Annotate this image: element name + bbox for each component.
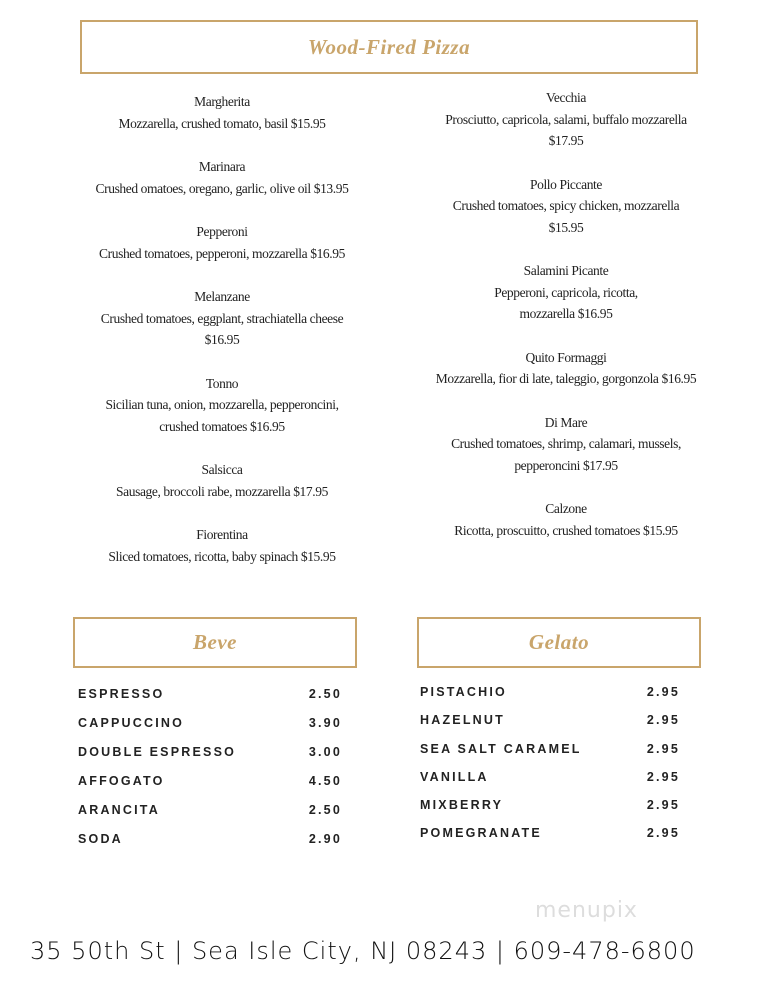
gelato-header [417, 617, 701, 668]
item-description: $15.95 [548, 219, 584, 235]
item-name: Vecchia [546, 90, 586, 105]
item-price: 3.90 [308, 716, 342, 730]
item-name: Salsicca [201, 462, 243, 477]
item-description: Pepperoni, capricola, ricotta, [494, 284, 638, 300]
list-row [420, 826, 680, 854]
item-name: POMEGRANATE [420, 826, 542, 841]
list-row [420, 713, 680, 741]
menu-item [62, 524, 382, 567]
list-row [78, 745, 342, 774]
item-description: mozzarella $16.95 [519, 306, 613, 321]
item-name: Margherita [194, 94, 250, 109]
item-name: Melanzane [194, 289, 250, 304]
item-description: Crushed tomatoes, spicy chicken, mozzarella [452, 198, 680, 213]
item-price: 2.90 [308, 832, 342, 846]
menu-item [406, 174, 726, 239]
item-name: VANILLA [420, 769, 489, 784]
item-name: ARANCITA [78, 803, 160, 817]
item-name: AFFOGATO [78, 774, 165, 788]
menu-item [62, 221, 382, 264]
item-name: Quito Formaggi [525, 349, 607, 365]
menu-item [406, 412, 726, 477]
item-name: MIXBERRY [420, 798, 504, 813]
list-row [78, 803, 342, 832]
item-price: 2.50 [308, 803, 342, 817]
menu-item [62, 373, 382, 438]
item-description: Sicilian tuna, onion, mozzarella, pepperoncini, [105, 397, 339, 412]
item-price: 2.50 [308, 687, 342, 701]
item-price: 3.00 [308, 745, 342, 759]
item-description: Crushed tomatoes, shrimp, calamari, mussels, [451, 436, 681, 451]
item-description: Mozzarella, crushed tomato, basil $15.95 [118, 115, 326, 131]
item-name: Tonno [205, 375, 239, 391]
list-row [420, 742, 680, 770]
item-price: 2.95 [646, 741, 680, 756]
menu-item [62, 156, 382, 199]
item-description: crushed tomatoes $16.95 [159, 418, 285, 434]
beve-list [78, 687, 342, 861]
item-description: Ricotta, proscuitto, crushed tomatoes $15.95 [454, 522, 678, 538]
menu-item [406, 347, 726, 390]
pizza-header [80, 20, 698, 74]
menu-item [406, 260, 726, 325]
item-description: Crushed omatoes, oregano, garlic, olive oil $13.95 [95, 180, 349, 196]
item-description: $16.95 [204, 332, 240, 347]
list-row [420, 685, 680, 713]
item-name: SODA [78, 832, 123, 846]
pizza-list-left [62, 91, 382, 589]
item-description: Sliced tomatoes, ricotta, baby spinach $15.95 [108, 548, 336, 564]
item-name: HAZELNUT [420, 713, 505, 728]
item-name: Marinara [198, 159, 246, 174]
pizza-list-right [406, 87, 726, 563]
item-description: Prosciutto, capricola, salami, buffalo mozzarella [445, 111, 687, 127]
list-row [78, 716, 342, 745]
menu-item [406, 498, 726, 541]
item-price: 2.95 [646, 685, 680, 699]
menu-item [62, 286, 382, 351]
beve-header [73, 617, 357, 668]
pizza-title: Wood-Fired Pizza [307, 34, 471, 59]
menu-item [406, 87, 726, 152]
item-name: Pollo Piccante [529, 176, 602, 192]
item-name: Salamini Picante [523, 263, 609, 278]
gelato-list [420, 685, 680, 855]
footer-address: 35 50th St | Sea Isle City, NJ 08243 | 609-478-6800 [30, 937, 696, 965]
item-name: DOUBLE ESPRESSO [78, 745, 237, 759]
beve-title: Beve [193, 630, 237, 654]
watermark-logo: menupix [535, 898, 638, 923]
item-name: PISTACHIO [420, 685, 507, 699]
menu-item [62, 459, 382, 502]
list-row [78, 832, 342, 861]
item-description: Sausage, broccoli rabe, mozzarella $17.95 [116, 483, 328, 499]
item-price: 2.95 [646, 713, 680, 728]
item-description: pepperoncini $17.95 [514, 457, 618, 473]
gelato-title: Gelato [528, 630, 590, 654]
item-description: Crushed tomatoes, pepperoni, mozzarella $16.95 [99, 245, 345, 261]
item-name: SEA SALT CARAMEL [420, 741, 582, 756]
menu-item [62, 91, 382, 134]
list-row [420, 798, 680, 826]
item-description: $17.95 [548, 133, 584, 148]
item-price: 2.95 [646, 798, 680, 813]
item-price: 4.50 [308, 774, 342, 788]
item-name: Di Mare [544, 414, 588, 430]
list-row [78, 687, 342, 716]
item-description: Crushed tomatoes, eggplant, strachiatella cheese [100, 310, 344, 326]
list-row [78, 774, 342, 803]
item-name: CAPPUCCINO [78, 716, 185, 730]
list-row [420, 770, 680, 798]
item-name: ESPRESSO [78, 687, 165, 701]
item-name: Fiorentina [196, 527, 248, 542]
item-name: Calzone [545, 501, 587, 516]
item-price: 2.95 [646, 769, 680, 784]
item-name: Pepperoni [196, 224, 248, 239]
item-description: Mozzarella, fior di late, taleggio, gorgonzola $16.95 [435, 371, 697, 386]
item-price: 2.95 [646, 826, 680, 841]
